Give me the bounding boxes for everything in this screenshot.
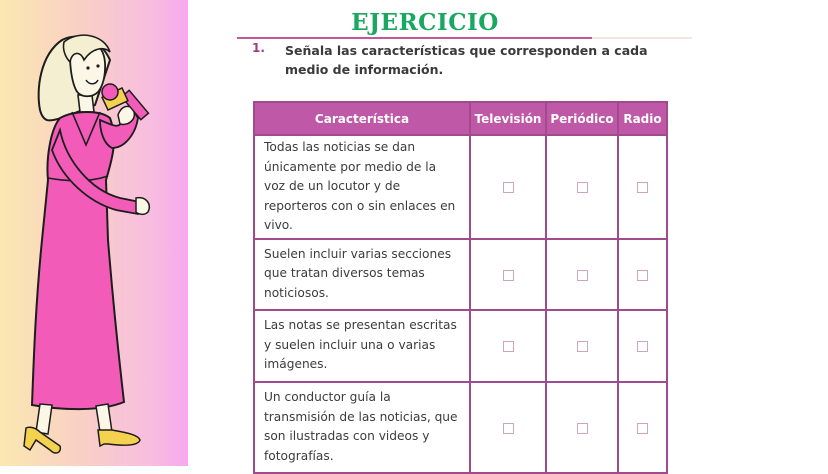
table-row <box>254 382 667 473</box>
checkbox-television[interactable] <box>503 423 514 434</box>
table-row <box>254 135 667 239</box>
checkbox-periodico[interactable] <box>577 423 588 434</box>
checkbox-radio[interactable] <box>637 270 648 281</box>
cell-radio <box>618 310 667 382</box>
cell-radio <box>618 382 667 473</box>
table-row <box>254 310 667 382</box>
header-television: Televisión <box>470 102 546 135</box>
header-caracteristica: Característica <box>254 102 470 135</box>
cell-television <box>470 382 546 473</box>
row-characteristic: Un conductor guía la transmisión de las noticias, que son ilustradas con videos y fotografías. <box>254 382 470 473</box>
checkbox-television[interactable] <box>503 341 514 352</box>
cell-periodico <box>546 239 618 310</box>
header-periodico: Periódico <box>546 102 618 135</box>
title-divider-fade <box>592 37 692 39</box>
row-characteristic: Suelen incluir varias secciones que tratan diversos temas noticiosos. <box>254 239 470 310</box>
table-row <box>254 239 667 310</box>
table-header-row <box>254 102 667 135</box>
title-divider <box>237 37 592 39</box>
cell-television <box>470 135 546 239</box>
checkbox-periodico[interactable] <box>577 270 588 281</box>
cell-radio <box>618 135 667 239</box>
page-title: EJERCICIO <box>351 9 499 36</box>
checkbox-television[interactable] <box>503 270 514 281</box>
cell-periodico <box>546 135 618 239</box>
row-characteristic: Todas las noticias se dan únicamente por medio de la voz de un locutor y de reporteros con o sin enlaces en vivo. <box>254 135 470 239</box>
checkbox-radio[interactable] <box>637 341 648 352</box>
cell-television <box>470 239 546 310</box>
checkbox-television[interactable] <box>503 182 514 193</box>
cell-periodico <box>546 382 618 473</box>
cell-periodico <box>546 310 618 382</box>
header-radio: Radio <box>618 102 667 135</box>
checkbox-periodico[interactable] <box>577 341 588 352</box>
cell-television <box>470 310 546 382</box>
row-characteristic: Las notas se presentan escritas y suelen incluir una o varias imágenes. <box>254 310 470 382</box>
reporter-woman-icon <box>0 0 188 466</box>
checkbox-radio[interactable] <box>637 423 648 434</box>
checkbox-radio[interactable] <box>637 182 648 193</box>
question-number: 1. <box>252 41 265 55</box>
characteristics-table <box>253 101 668 474</box>
decorative-side-panel <box>0 0 188 466</box>
checkbox-periodico[interactable] <box>577 182 588 193</box>
cell-radio <box>618 239 667 310</box>
question-prompt: Señala las características que corresponden a cada medio de información. <box>285 43 648 77</box>
